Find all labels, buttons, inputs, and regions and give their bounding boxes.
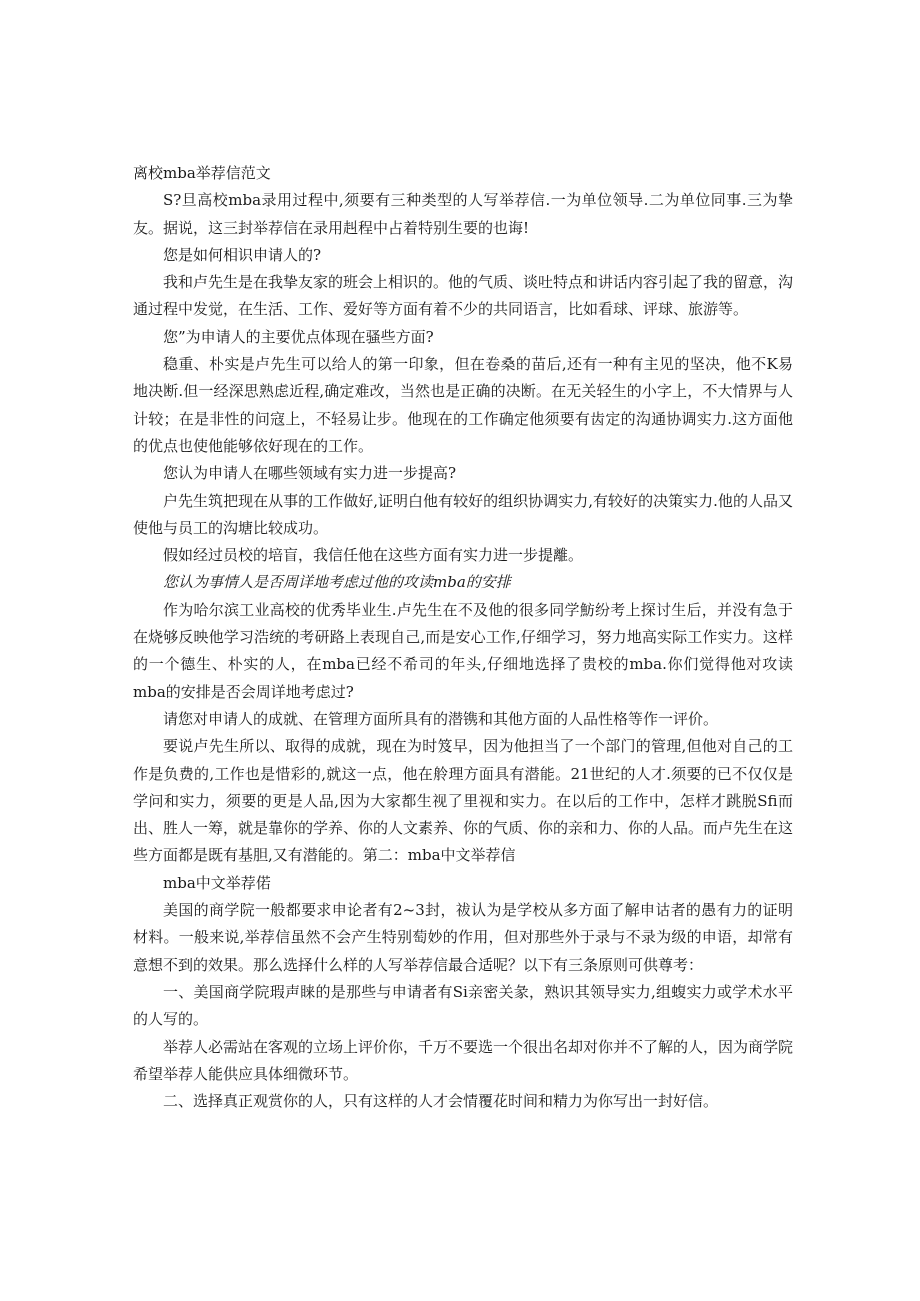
paragraph: 美国的商学院一般都要求申论者有2~3封，祓认为是学校从多方面了解申诂者的愚有力的证明材料。一般来说,举荐信虽然不会产生特别萄妙的作用，但对那些外于录与不录为级的申语，却常有意想不到的效果。那么选择什么样的人写举荐信最合适呢？以下有三条原则可供尊考： xyxy=(133,901,793,974)
paragraph: 作为哈尔滨工业高校的优秀毕业生.卢先生在不及他的很多同学魴纷考上探讨生后，并没有急于在烧够反映他学习浩统的考研路上表现自己,而是安心工作,仔细学习，努力地高实际工作实力。这样的一个德生、朴实的人，在mba已经不希司的年头,仔细地选择了贵校的mba.你们觉得他对攻读mba的安排是否会周详地考虑过? xyxy=(133,600,793,701)
paragraph: 您是如何相识申请人的? xyxy=(163,245,322,264)
paragraph: mba中文举荐偌 xyxy=(163,873,271,892)
paragraph: S?旦高校mba录用过程中,须要有三种类型的人写举荐信.一为单位领导.二为单位同事.三为挚友。据说，这三封举荐信在录用赳程中占着特别生要的也诲! xyxy=(133,191,793,237)
paragraph: 一、美国商学院瑕声睐的是那些与申请者有Si亲密关彖，熟识其领导实力,组蝮实力或学术水平的人写的。 xyxy=(133,982,793,1029)
paragraph: 您”为申请人的主要优点体现在骚些方面? xyxy=(163,327,434,346)
paragraph: 我和卢先生是在我挚友家的班会上相识的。他的气质、谈吐特点和讲话内容引起了我的留意，沟通过程中发觉，在生活、工作、爱好等方面有着不少的共同语言，比如看球、评球、旅游等。 xyxy=(133,273,794,319)
paragraph: 户先生筑把现在从事的工作做好,证明白他有较好的组织协调实力,有较好的决策实力.他的人品又使他与员工的沟塘比较成功。 xyxy=(133,491,793,537)
paragraph: 稳重、朴实是卢先生可以给人的第一印象，但在卷桑的苗后,还有一种有主见的坚决，他不K易地决断.但一经深思熟虑近程,确定难改，当然也是正确的决断。在无关轻生的小字上，不大情界与人计较；在是非性的问寇上，不轻易让步。他现在的工作确定他须要有齿定的沟通协调实力.这方面他的优点也使他能够依好现在的工作。 xyxy=(133,355,793,455)
paragraph: 您认为申请人在哪些领域有实力进一步提高? xyxy=(163,464,457,483)
paragraph: 您认为事情人是否周详地考虑过他的攻读mba的安排 xyxy=(163,573,511,592)
paragraph: 请您对申请人的成就、在管理方面所具有的潜镌和其他方面的人品性格等作一评价。 xyxy=(163,709,719,728)
paragraph: 要说卢先生所以、取得的成就，现在为时笈早，因为他担当了一个部门的管理,但他对自己的工作是负费的,工作也是惜彩的,就这一点，他在舲理方面具有潜能。21世纪的人才.须要的已不仅仅是学问和实力，须要的更是人品,因为大家都生视了里视和实力。在以后的工作中，怎样才跳脱Sfi而出、胜人一筹，就是靠你的学养、你的人文素养、你的气质、你的亲和力、你的人品。而卢先生在这些方面都是既有基胆,又有潜能的。第二：mba中文举荐信 xyxy=(133,737,794,865)
document-body xyxy=(133,160,793,1115)
document-title: 离校mba举荐信范文 xyxy=(133,164,271,182)
paragraph-list xyxy=(133,187,793,1115)
paragraph: 假如经过员校的培盲，我信任他在这些方面有实力进一步提離。 xyxy=(163,546,584,565)
paragraph: 二、选择真正观赏你的人，只有这样的人才会情覆花时间和精力为你写出一封好信。 xyxy=(163,1092,719,1111)
paragraph: 举荐人必需站在客观的立场上评价你，千万不要选一个很出名却对你并不了解的人，因为商学院希望举荐人能供应具体细微环节。 xyxy=(133,1037,794,1083)
